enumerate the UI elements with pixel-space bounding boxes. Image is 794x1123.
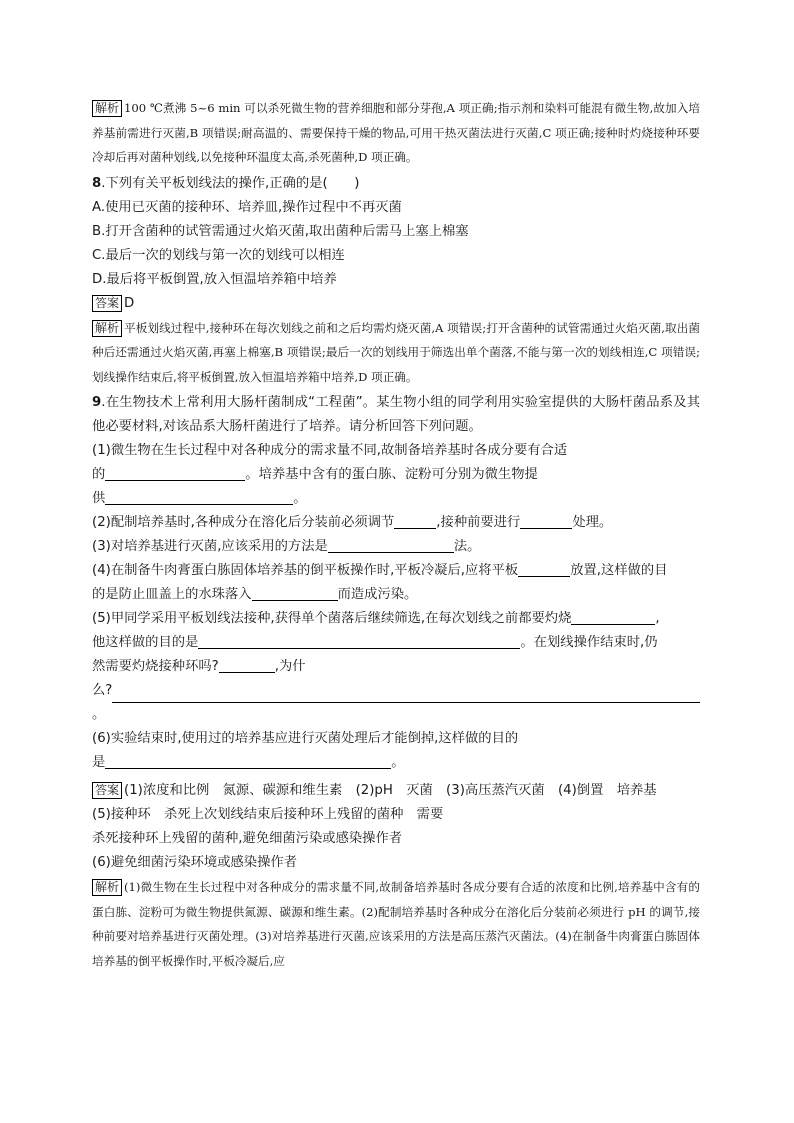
- q9-sub5-line3: [92, 655, 700, 679]
- text: ,接种前要进行: [436, 515, 521, 530]
- text: 然需要灼烧接种环吗?: [92, 659, 219, 674]
- answer-blank[interactable]: [518, 562, 570, 577]
- explanation-tag: 解析: [92, 879, 122, 896]
- q8-answer: [92, 292, 700, 316]
- q8-number: 8: [92, 175, 102, 191]
- answer-blank[interactable]: [252, 586, 338, 601]
- text: 他这样做的目的是: [92, 635, 199, 650]
- explanation-tag: 解析: [92, 320, 122, 337]
- q8-explanation: [92, 316, 700, 390]
- q9-explanation: [92, 875, 700, 973]
- answer-blank[interactable]: [198, 634, 520, 649]
- q9-sub3: [92, 535, 700, 559]
- q7-explanation: [92, 96, 700, 170]
- text: (4)在制备牛肉膏蛋白胨固体培养基的倒平板操作时,平板冷凝后,应将平板: [92, 563, 519, 578]
- answer-blank[interactable]: [105, 466, 245, 481]
- answer-blank[interactable]: [105, 490, 293, 505]
- q9-sub2: [92, 511, 700, 535]
- q9-sub1-line3: [92, 487, 700, 511]
- answer-blank[interactable]: [105, 754, 391, 769]
- q9-sub5-line2: [92, 631, 700, 655]
- q9-answer-line3: 杀死接种环上残留的菌种,避免细菌污染或感染操作者: [92, 831, 403, 846]
- text: 么?: [92, 683, 113, 698]
- answer-tag: 答案: [92, 782, 122, 799]
- explanation-tag: 解析: [92, 100, 122, 117]
- answer-tag: 答案: [92, 295, 122, 312]
- q9-answer-line1: [92, 779, 700, 803]
- text: 法。: [453, 539, 481, 554]
- text: 而造成污染。: [337, 587, 418, 602]
- q9-answer-line4: (6)避免细菌污染环境或感染操作者: [92, 855, 297, 870]
- q8-stem: [92, 172, 700, 196]
- q9-sub5-line1: [92, 607, 700, 631]
- text: 放置,这样做的目: [570, 563, 668, 578]
- q8-option-a: A.使用已灭菌的接种环、培养皿,操作过程中不再灭菌: [92, 199, 402, 215]
- text: (3)对培养基进行灭菌,应该采用的方法是: [92, 539, 328, 554]
- answer-blank[interactable]: [328, 538, 454, 553]
- q9-sub4-line1: [92, 559, 700, 583]
- q9-sub5-line5: 。: [92, 707, 106, 722]
- text: 是: [92, 755, 106, 770]
- q9-sub4-line2: [92, 583, 700, 607]
- answer-blank[interactable]: [219, 658, 275, 673]
- q8-explanation-text: 平板划线过程中,接种环在每次划线之前和之后均需灼烧灭菌,A 项错误;打开含菌种的试管需通过火焰灭菌,取出菌种后还需通过火焰灭菌,再塞上棉塞,B 项错误;最后一次的划线用于筛选出单个菌落,不能与第一次的划线相连,C 项错误;划线操作结束后,将平板倒置,放入恒温培养箱中培养,D 项正确。: [92, 320, 700, 384]
- text: 的是防止皿盖上的水珠落入: [92, 587, 252, 602]
- q9-answer-text: (1)浓度和比例 氮源、碳源和维生素 (2)pH 灭菌 (3)高压蒸汽灭菌 (4)倒置 培养基: [124, 783, 657, 798]
- q9-sub6-line2: [92, 751, 700, 775]
- text: (2)配制培养基时,各种成分在溶化后分装前必须调节: [92, 515, 395, 530]
- answer-blank[interactable]: [394, 514, 436, 529]
- q8-stem-text: .下列有关平板划线法的操作,正确的是( ): [101, 175, 360, 191]
- text: 。在划线操作结束时,仍: [520, 635, 658, 650]
- q8-option-b: B.打开含菌种的试管需通过火焰灭菌,取出菌种后需马上塞上棉塞: [92, 223, 469, 239]
- q7-explanation-text: 100 ℃煮沸 5~6 min 可以杀死微生物的营养细胞和部分芽孢,A 项正确;指示剂和染料可能混有微生物,故加入培养基前需进行灭菌,B 项错误;耐高温的、需要保持干燥的物品,可用干热灭菌法进行灭菌,C 项正确;接种时灼烧接种环要冷却后再对菌种划线,以免接种环温度太高,杀死菌种,D 项正确。: [92, 101, 700, 164]
- text: 。: [293, 491, 307, 506]
- q8-option-d: D.最后将平板倒置,放入恒温培养箱中培养: [92, 271, 337, 287]
- document-page: [92, 96, 700, 973]
- q9-explanation-text: (1)微生物在生长过程中对各种成分的需求量不同,故制备培养基时各成分要有合适的浓度和比例,培养基中含有的蛋白胨、淀粉可为微生物提供氮源、碳源和维生素。(2)配制培养基时各种成分在溶化后分装前必须进行 pH 的调节,接种前要对培养基进行灭菌处理。(3)对培养基进行灭菌,应该采用的方法是高压蒸汽灭菌法。(4)在制备牛肉膏蛋白胨固体培养基的倒平板操作时,平板冷凝后,应: [92, 880, 700, 968]
- q9-sub1-line1: (1)微生物在生长过程中对各种成分的需求量不同,故制备培养基时各成分要有合适: [92, 443, 568, 458]
- q9-number: 9: [92, 395, 102, 410]
- q9-intro: [92, 391, 700, 439]
- answer-blank[interactable]: [112, 688, 700, 703]
- q8-option-c: C.最后一次的划线与第一次的划线可以相连: [92, 247, 345, 263]
- text: 。培养基中含有的蛋白胨、淀粉可分别为微生物提: [245, 467, 538, 482]
- text: 处理。: [572, 515, 613, 530]
- q9-sub6-line1: (6)实验结束时,使用过的培养基应进行灭菌处理后才能倒掉,这样做的目的: [92, 731, 519, 746]
- text: 的: [92, 467, 106, 482]
- text: 供: [92, 491, 106, 506]
- q9-sub1-line2: [92, 463, 700, 487]
- text: 。: [391, 755, 405, 770]
- text: (5)甲同学采用平板划线法接种,获得单个菌落后继续筛选,在每次划线之前都要灼烧: [92, 611, 572, 626]
- q8-answer-text: D: [124, 295, 135, 311]
- q9-answer-line2: (5)接种环 杀死上次划线结束后接种环上残留的菌种 需要: [92, 807, 444, 822]
- q9-sub5-line4: [92, 679, 700, 703]
- text: ,: [655, 611, 660, 626]
- answer-blank[interactable]: [520, 514, 572, 529]
- text: ,为什: [274, 659, 306, 674]
- answer-blank[interactable]: [571, 610, 655, 625]
- q9-intro-text: .在生物技术上常利用大肠杆菌制成“工程菌”。某生物小组的同学利用实验室提供的大肠杆菌品系及其他必要材料,对该品系大肠杆菌进行了培养。请分析回答下列问题。: [92, 395, 700, 434]
